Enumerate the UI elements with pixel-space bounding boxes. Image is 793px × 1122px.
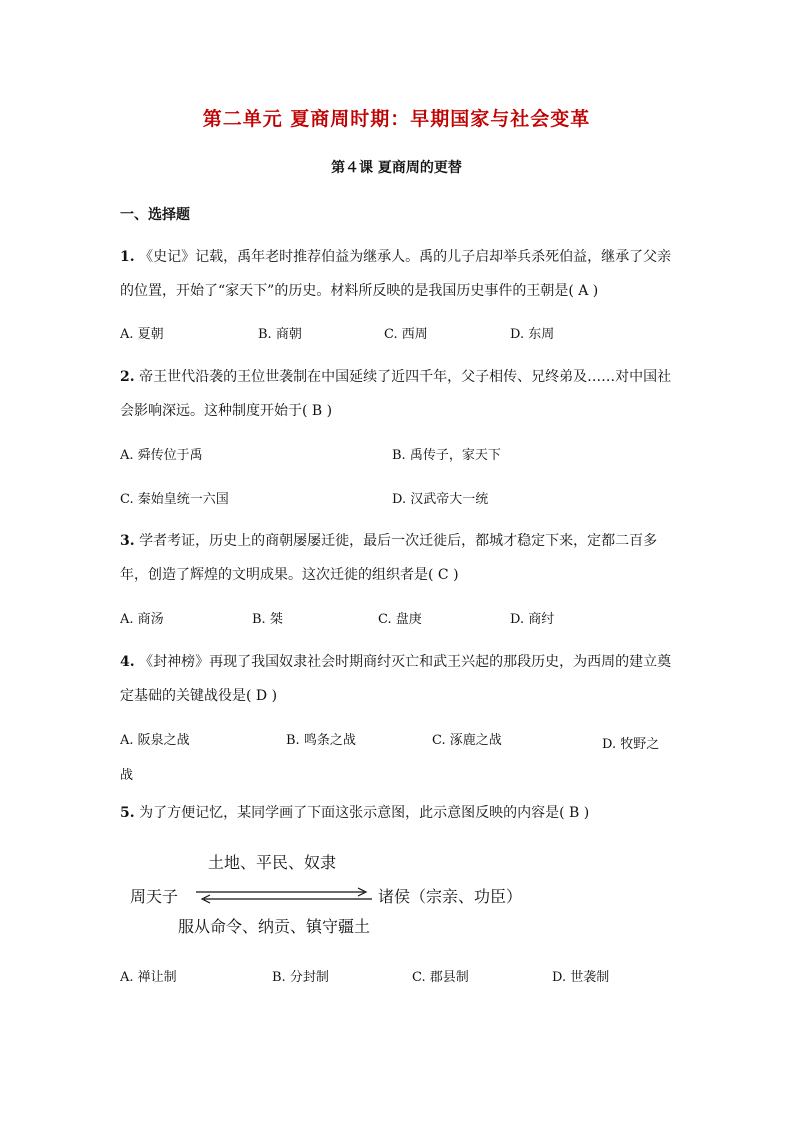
diagram-left-label: 周天子 (130, 887, 179, 906)
question-4 (120, 645, 680, 713)
q3-option-d: D. 商纣 (510, 612, 555, 627)
question-text: 《封神榜》再现了我国奴隶社会时期商纣灭亡和武王兴起的那段历史，为西周的建立奠定基础的关键战役是( D ) (120, 654, 672, 704)
q1-option-d: D. 东周 (510, 327, 555, 342)
question-text: 为了方便记忆，某同学画了下面这张示意图，此示意图反映的内容是( B ) (139, 805, 590, 821)
q5-option-a: A. 禅让制 (120, 970, 177, 985)
q2-option-d: D. 汉武帝大一统 (392, 492, 489, 507)
question-number: 1. (120, 249, 135, 265)
q2-option-c: C. 秦始皇统一六国 (120, 492, 229, 507)
question-number: 2. (120, 369, 135, 385)
q1-option-c: C. 西周 (384, 327, 428, 342)
q2-option-a: A. 舜传位于禹 (120, 448, 203, 463)
q3-option-c: C. 盘庚 (378, 612, 422, 627)
q4-option-b: B. 鸣条之战 (286, 733, 356, 748)
q1-option-b: B. 商朝 (258, 327, 302, 342)
q5-option-c: C. 郡县制 (412, 970, 469, 985)
q5-option-d: D. 世袭制 (552, 970, 610, 985)
question-3 (120, 524, 680, 592)
q1-option-a: A. 夏朝 (120, 327, 164, 342)
question-number: 5. (120, 805, 135, 821)
diagram-bottom-label: 服从命令、纳贡、镇守疆土 (178, 917, 371, 936)
feudal-relationship-diagram (130, 846, 560, 942)
q3-option-a: A. 商汤 (120, 612, 164, 627)
question-text: 《史记》记载，禹年老时推荐伯益为继承人。禹的儿子启却举兵杀死伯益，继承了父亲的位置，开始了“家天下”的历史。材料所反映的是我国历史事件的王朝是( A ) (120, 249, 672, 299)
question-5 (120, 796, 680, 830)
q4-option-d: D. 牧野之战 (120, 737, 660, 783)
question-text: 帝王世代沿袭的王位世袭制在中国延续了近四千年，父子相传、兄终弟及……对中国社会影响深远。这种制度开始于( B ) (120, 369, 672, 419)
double-arrow-icon (194, 884, 374, 906)
question-2 (120, 360, 680, 428)
question-number: 3. (120, 533, 135, 549)
question-text: 学者考证，历史上的商朝屡屡迁徙，最后一次迁徙后，都城才稳定下来，定都二百多年，创造了辉煌的文明成果。这次迁徙的组织者是( C ) (120, 533, 658, 583)
q5-option-b: B. 分封制 (272, 970, 329, 985)
lesson-title: 第４课 夏商周的更替 (331, 160, 462, 176)
section-heading: 一、选择题 (120, 207, 190, 223)
question-number: 4. (120, 654, 135, 670)
q2-option-b: B. 禹传子，家天下 (392, 448, 501, 463)
question-1 (120, 240, 680, 308)
unit-title: 第二单元 夏商周时期：早期国家与社会变革 (202, 108, 591, 130)
diagram-right-label: 诸侯（宗亲、功臣） (378, 887, 523, 906)
diagram-top-label: 土地、平民、奴隶 (208, 853, 337, 872)
q3-option-b: B. 桀 (252, 612, 283, 627)
q4-option-c: C. 涿鹿之战 (432, 733, 502, 748)
q4-option-a: A. 阪泉之战 (120, 733, 190, 748)
